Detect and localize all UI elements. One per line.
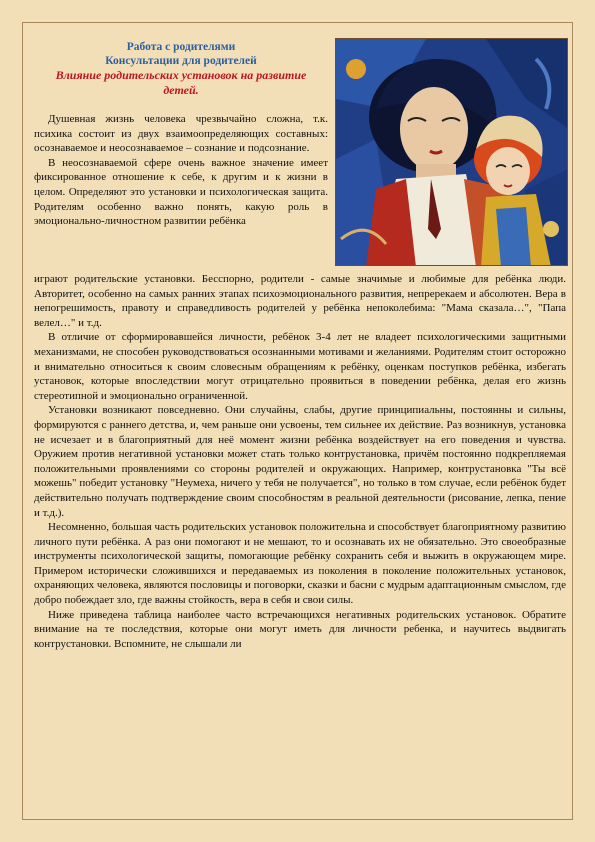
painting-illustration [336, 39, 568, 266]
article-title: Влияние родительских установок на развитие детей. [55, 68, 307, 97]
document-header [52, 40, 310, 98]
paragraph: играют родительские установки. Бесспорно, родители - самые значимые и любимые для ребёнка люди. Авторитет, особенно на самых ранних этапах психоэмоционального развития, непререкаем и абсолютен. Вера в непогрешимость, правоту и справедливость родителей у ребёнка непоколебима: "Мама сказала…", "Папа велел…" и т.д. [34, 273, 566, 329]
paragraph: В отличие от сформировавшейся личности, ребёнок 3-4 лет не владеет психологическими защитными механизмами, не способен руководствоваться осознанными мотивами и желаниями. Родителям стоит осторожно и внимательно относиться к своим словесным обращениям к ребёнку, оценкам поступков ребёнка, избегать установок, которые впоследствии могут отрицательно проявиться в поведении ребёнка, делая его жизнь стереотипной и эмоционально ограниченной. [34, 331, 566, 402]
paragraph: Душевная жизнь человека чрезвычайно сложна, т.к. психика состоит из двух взаимоопределяющих составных: осознаваемое и неосознаваемое – сознание и подсознание. [34, 113, 328, 155]
paragraph: Установки возникают повседневно. Они случайны, слабы, другие принципиальны, постоянны и сильны, формируются с раннего детства, и, чем раньше они усвоены, тем сильнее их действие. Раз возникнув, установка не исчезает и в благоприятный для неё момент жизни ребёнка воздействует на его поведения и чувства. Оружием против негативной установки может стать только контрустановка, причём постоянно подкрепляемая положительными проявлениями со стороны родителей и окружающих. Например, контрустановка "Ты всё можешь" победит установку "Неумеха, ничего у тебя не получается", но только в том случае, если ребёнок будет действительно получать подтверждение своим способностям в реальной деятельности (рисование, лепка, пение и т.д.). [34, 404, 566, 519]
header-subsection-label: Консультации для родителей [105, 55, 257, 67]
paragraph: Ниже приведена таблица наиболее часто встречающихся негативных родительских установок. Обратите внимание на те последствия, которые они могут иметь для личности ребенка, и научитесь выдвигать контрустановки. Вспомните, не слышали ли [34, 608, 566, 650]
header-section-label: Работа с родителями [126, 41, 236, 53]
intro-text [34, 112, 328, 229]
body-text [34, 272, 566, 651]
paragraph: Несомненно, большая часть родительских установок положительна и способствует благоприятному развитию личного пути ребёнка. А раз они помогают и не мешают, то и осознавать их не обязательно. Это своеобразные инструменты психологической защиты, помогающие ребёнку сохранить себя и выжить в окружающем мире. Примером исторически сложившихся и передаваемых из поколения в поколение положительных установок, охраняющих человека, являются пословицы и поговорки, сказки и басни с мудрым адаптационным смыслом, где добро побеждает зло, где важны стойкость, вера в себя и свои силы. [34, 521, 566, 607]
mother-child-painting [335, 38, 568, 266]
paragraph: В неосознаваемой сфере очень важное значение имеет фиксированное отношение к себе, к другим и к жизни в целом. Определяют это установки и психологическая защита. Родителям особенно важно понять, какую роль в эмоционально-личностном развитии ребёнка [34, 156, 328, 228]
